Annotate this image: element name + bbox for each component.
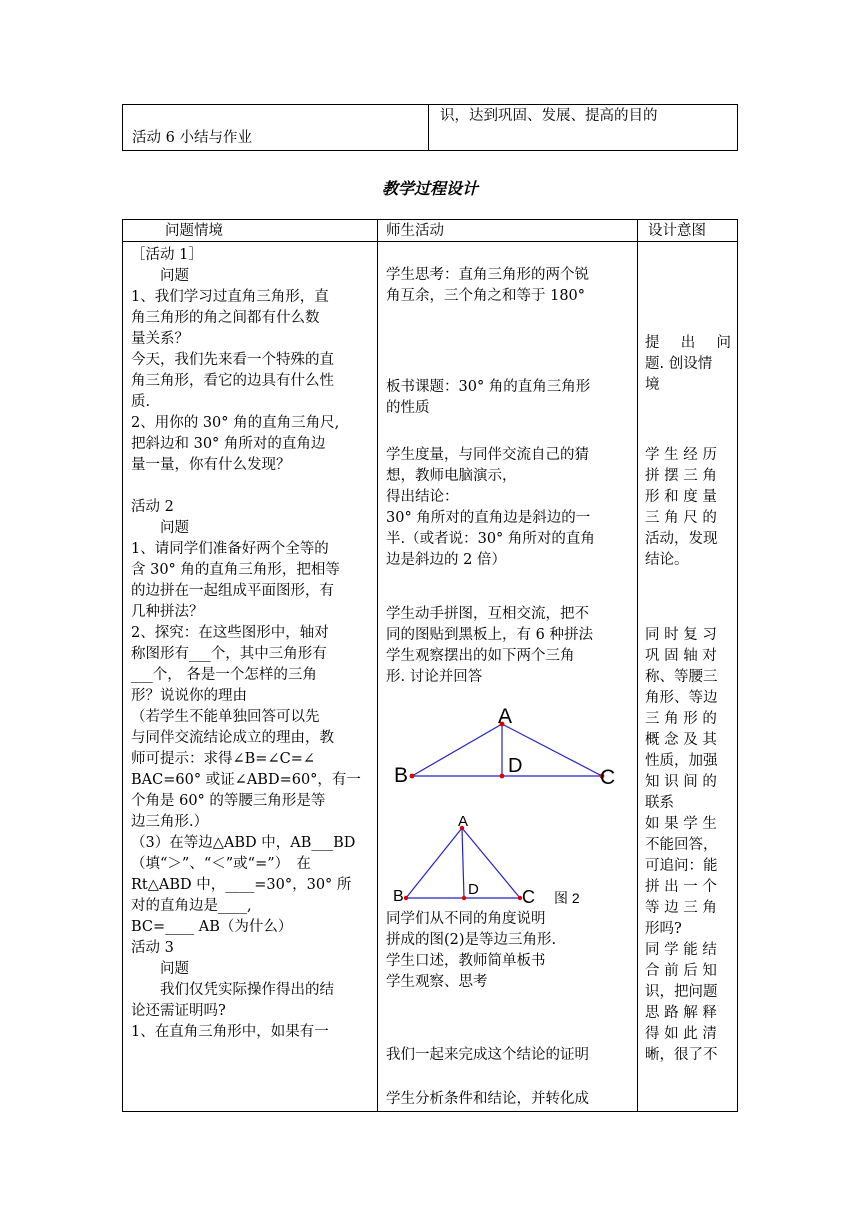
col3-line: 三 角 尺 的 (645, 510, 717, 526)
col1-line: Rt△ABD 中，____=30°，30° 所 (131, 877, 352, 893)
col3-line: 不能回答， (645, 837, 718, 853)
figure-2-triangle (380, 806, 630, 908)
table-col-divider-1 (377, 219, 378, 1112)
fig2-side-ab (406, 828, 462, 898)
col3-line: 拼 摆 三 角 (645, 468, 717, 484)
column-intent-b1 (645, 333, 731, 396)
col3-line: 识，把问题 (645, 984, 718, 1000)
fig2-point-b (404, 896, 408, 900)
col3-line: 题. 创设情 (645, 356, 713, 372)
fig2-label-b: B (393, 888, 404, 905)
col1-line: 边三角形.） (131, 814, 209, 830)
fig1-label-c: C (600, 766, 616, 789)
fig2-label-a: A (458, 813, 469, 830)
col1-line: 量一量，你有什么发现？ (131, 457, 291, 473)
table-border-bottom (122, 1111, 738, 1112)
col3-line: 形吗? (645, 921, 682, 937)
fig1-label-b: B (394, 764, 409, 787)
fig1-side-ab (412, 724, 502, 776)
col2-line: 边是斜边的 2 倍） (386, 552, 506, 568)
col1-line: 1、我们学习过直角三角形，直 (131, 289, 329, 305)
top-table-border-bottom (122, 150, 738, 151)
header-problem-situation: 问题情境 (165, 223, 223, 239)
col1-line: 2、用你的 30° 角的直角三角尺, (131, 415, 340, 431)
col2-line: 学生观察摆出的如下两个三角 (386, 648, 575, 664)
col3-line: 合 前 后 知 (645, 963, 717, 979)
top-table-border-top (122, 104, 738, 105)
column-intent-b2 (645, 445, 731, 571)
column-activity-b5 (386, 909, 556, 993)
fig2-segment-ad (462, 828, 464, 898)
col3-line: 巩 固 轴 对 (645, 648, 717, 664)
col3-line: 角形、等边 (645, 690, 718, 706)
col1-line: 个角是 60° 的等腰三角形是等 (131, 793, 326, 809)
col1-line: 的边拼在一起组成平面图形，有 (131, 583, 334, 599)
col1-line: 活动 3 (131, 940, 174, 956)
col3-line: 称、等腰三 (645, 669, 718, 685)
top-table-border-mid (428, 104, 429, 151)
col1-line: 质. (131, 394, 151, 410)
top-table-left-text: 活动 6 小结与作业 (132, 130, 252, 146)
fig2-label-c: C (522, 887, 535, 907)
col2-line: 学生分析条件和结论，并转化成 (386, 1091, 589, 1107)
header-teacher-student-activity: 师生活动 (386, 223, 444, 239)
col1-line: 活动 2 (131, 499, 174, 515)
col1-line: 与同伴交流结论成立的理由，教 (131, 730, 334, 746)
column-activity-b2 (386, 377, 590, 419)
table-col-divider-2 (637, 219, 638, 1112)
col1-line: （填“＞”、“＜”或“=”） 在 (131, 856, 311, 872)
col3-line: 活动，发现 (645, 531, 718, 547)
top-table-border-left (122, 104, 123, 151)
col2-line: 拼成的图(2)是等边三角形. (386, 932, 557, 948)
col2-line: 学生口述，教师简单板书 (386, 953, 546, 969)
col1-line: 问题 (131, 961, 189, 977)
col1-line: 我们仅凭实际操作得出的结 (131, 982, 334, 998)
col1-line: ［活动 1］ (131, 247, 203, 263)
col1-line: 含 30° 角的直角三角形，把相等 (131, 562, 340, 578)
fig2-caption: 图 2 (554, 890, 580, 906)
col1-line: 把斜边和 30° 角所对的直角边 (131, 436, 326, 452)
top-table-right-text: 识，达到巩固、发展、提高的目的 (440, 108, 658, 124)
col2-line: 学生观察、思考 (386, 974, 488, 990)
col3-line: 三 角 形 的 (645, 711, 717, 727)
col2-line: 得出结论： (386, 489, 459, 505)
top-table-border-right (737, 104, 738, 151)
header-design-intent: 设计意图 (648, 223, 706, 239)
col3-line: 形 和 度 量 (645, 489, 717, 505)
col3-line: 如 果 学 生 (645, 816, 717, 832)
fig1-label-a: A (498, 705, 513, 728)
column-activity-b6 (386, 1045, 589, 1066)
col2-line: 同学们从不同的角度说明 (386, 911, 546, 927)
col1-line (131, 476, 371, 497)
col2-line: 想，教师电脑演示， (386, 468, 517, 484)
col2-line: 板书课题：30° 角的直角三角形 (386, 379, 591, 395)
fig1-point-d (500, 774, 505, 779)
col1-line: （3）在等边△ABD 中，AB___BD (131, 835, 356, 851)
col1-line: 1、请同学们准备好两个全等的 (131, 541, 329, 557)
column-activity-b3 (386, 445, 595, 571)
fig2-point-d (462, 896, 466, 900)
table-border-right (737, 219, 738, 1112)
section-title: 教学过程设计 (381, 179, 478, 198)
col3-line: 思 路 解 释 (645, 1005, 717, 1021)
col1-line: 问题 (131, 520, 189, 536)
table-border-left (122, 219, 123, 1112)
col3-line: 同 学 能 结 (645, 942, 717, 958)
table-border-top (122, 219, 738, 220)
col2-line: 同的图贴到黑板上，有 6 种拼法 (386, 627, 593, 643)
col3-line: 拼 出 一 个 (645, 879, 717, 895)
column-problem-situation (131, 245, 371, 1043)
col1-line: 量关系？ (131, 331, 189, 347)
col1-line: BC=____ AB（为什么） (131, 919, 293, 935)
col1-line: 今天，我们先来看一个特殊的直 (131, 352, 334, 368)
col1-line: 1、在直角三角形中，如果有一 (131, 1024, 329, 1040)
figure-1-triangle (380, 700, 630, 792)
column-intent-b3 (645, 625, 731, 1066)
col2-line: 半.（或者说：30° 角所对的直角 (386, 531, 595, 547)
col1-line: 问题 (131, 268, 189, 284)
col2-line: 学生度量，与同伴交流自己的猜 (386, 447, 589, 463)
col3-line: 联系 (645, 795, 674, 811)
col3-line: 知 识 间 的 (645, 774, 717, 790)
col1-line: ___个， 各是一个怎样的三角 (131, 667, 317, 683)
col3-line: 性质，加强 (645, 753, 718, 769)
col1-line: 角三角形，看它的边具有什么性 (131, 373, 334, 389)
col3-line: 晰，很了不 (645, 1047, 718, 1063)
column-activity-b1 (386, 265, 589, 307)
col3-line: 结论。 (645, 552, 689, 568)
col2-line: 我们一起来完成这个结论的证明 (386, 1047, 589, 1063)
col3-line: 概 念 及 其 (645, 732, 717, 748)
col1-line: 几种拼法？ (131, 604, 204, 620)
fig1-point-b (410, 774, 415, 779)
col1-line: 2、探究：在这些图形中，轴对 (131, 625, 329, 641)
column-activity-b4 (386, 604, 593, 688)
col3-line: 学 生 经 历 (645, 447, 717, 463)
column-activity-b7 (386, 1089, 589, 1110)
col1-line: 形？说说你的理由 (131, 688, 247, 704)
col1-line: 论还需证明吗? (131, 1003, 226, 1019)
col3-line: 得 如 此 清 (645, 1026, 717, 1042)
fig2-label-d: D (468, 881, 479, 898)
col2-line: 学生思考：直角三角形的两个锐 (386, 267, 589, 283)
col3-line: 提 出 问 (645, 335, 731, 351)
col3-line: 境 (645, 377, 660, 393)
col1-line: BAC=60° 或证∠ABD=60°，有一 (131, 772, 361, 788)
col3-line: 等 边 三 角 (645, 900, 717, 916)
col2-line: 学生动手拼图，互相交流，把不 (386, 606, 589, 622)
col3-line: 同 时 复 习 (645, 627, 717, 643)
fig1-label-d: D (508, 755, 523, 777)
col2-line: 30° 角所对的直角边是斜边的一 (386, 510, 591, 526)
col1-line: 称图形有___个，其中三角形有 (131, 646, 327, 662)
col2-line: 角互余，三个角之和等于 180° (386, 288, 586, 304)
col2-line: 形. 讨论并回答 (386, 669, 483, 685)
col3-line: 可追问：能 (645, 858, 718, 874)
col2-line: 的性质 (386, 400, 430, 416)
col1-line: （若学生不能单独回答可以先 (131, 709, 320, 725)
col1-line: 角三角形的角之间都有什么数 (131, 310, 320, 326)
col1-line: 师可提示：求得∠B=∠C=∠ (131, 751, 315, 767)
col1-line: 对的直角边是____, (131, 898, 252, 914)
